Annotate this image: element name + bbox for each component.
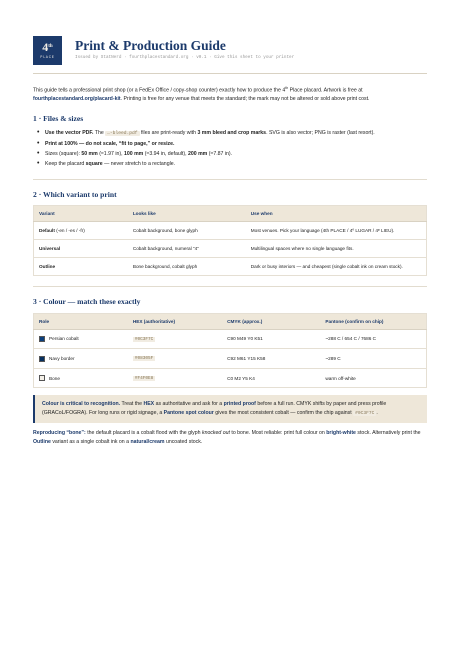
table-row: Persian cobalt #0C3F7C C90 M49 Y0 K51 ~288 C / 654 C / 7686 C	[34, 329, 427, 349]
column-header: Role	[34, 313, 128, 329]
list-item: • Print at 100% — do not scale, “fit to page,” or resize.	[37, 140, 427, 149]
colour-swatch	[39, 356, 45, 362]
colour-callout: Colour is critical to recognition. Treat the HEX as authoritative and ask for a printed proof before a full run. CMYK shifts by paper and press profile (GRACoL/FOGRA). For long runs or rigid signage, a Pantone spot colour gives the most consistent cobalt — confirm the chip against #0C3F7C .	[33, 395, 427, 423]
placard-kit-link[interactable]: fourthplacestandard.org/placard-kit	[33, 96, 121, 103]
colour-table	[33, 313, 427, 389]
column-header: Pantone (confirm on chip)	[320, 313, 426, 329]
document-body	[33, 84, 427, 446]
badge-word: PLACE	[40, 55, 55, 59]
bleed-filename-code: …-bleed.pdf	[107, 131, 138, 137]
section-heading-colour: 3 · Colour — match these exactly	[33, 297, 141, 307]
column-header: Looks like	[128, 206, 246, 222]
table-row: Universal Cobalt background, numeral “4” Multilingual spaces where no single language fits.	[34, 240, 427, 258]
page-title: Print & Production Guide	[75, 38, 226, 53]
table-row: Default (-en / -es / -fr) Cobalt background, bone glyph Most venues. Pick your language (4th PLACE / 4º LUGAR / 4ᵉ LIEU).	[34, 222, 427, 240]
section-divider	[33, 179, 427, 180]
colour-swatch	[39, 336, 45, 342]
colour-swatch	[39, 375, 45, 381]
table-row: Outline Bone background, cobalt glyph Dark or busy interiors — and cheapest (single cobalt ink on cream stock).	[34, 258, 427, 276]
column-header: CMYK (approx.)	[222, 313, 320, 329]
column-header: Variant	[34, 206, 128, 222]
list-item: • Sizes (square): 50 mm (≈1.97 in), 100 mm (≈3.94 in, default), 200 mm (≈7.87 in).	[37, 150, 427, 159]
header-divider	[33, 73, 427, 74]
table-row: Bone #F4F0E8 C0 M2 Y5 K4 warm off-white	[34, 368, 427, 388]
intro-paragraph: This guide tells a professional print shop (or a FedEx Office / copy-shop counter) exactly how to produce the 4th Place placard. Artwork is free at fourthplacestandard.org/placard-kit. Printing is free for any venue that meets the standard; the mark may not be altered or sold above print cost.	[33, 86, 370, 103]
list-item: • Use the vector PDF. The …-bleed.pdf files are print-ready with 3 mm bleed and crop marks. SVG is also vector; PNG is raster (last resort).	[37, 129, 427, 139]
badge-number: 4	[42, 40, 49, 54]
page-subtitle: Issued by StatNerd · fourthplacestandard.org · v0.1 · Give this sheet to your printer	[75, 55, 295, 60]
placard-badge	[33, 36, 62, 65]
section-divider	[33, 286, 427, 287]
files-list	[37, 129, 427, 169]
hex-code: #0C3F7C	[355, 410, 375, 416]
column-header: Use when	[246, 206, 427, 222]
bone-paragraph: Reproducing “bone”: the default placard is a cobalt flood with the glyph knocked out to bone. Most reliable: print full colour on bright-white stock. Alternatively print the Outline variant as a single cobalt ink on a natural/cream uncoated stock.	[33, 430, 421, 445]
section-heading-variant: 2 · Which variant to print	[33, 189, 117, 199]
section-heading-files: 1 · Files & sizes	[33, 113, 84, 123]
column-header: HEX (authoritative)	[128, 313, 222, 329]
variant-table	[33, 205, 427, 276]
list-item: • Keep the placard square — never stretch to a rectangle.	[37, 160, 427, 169]
table-row: Navy border #08305F C92 M61 Y15 K58 ~289 C	[34, 349, 427, 369]
badge-superscript: th	[48, 44, 53, 49]
